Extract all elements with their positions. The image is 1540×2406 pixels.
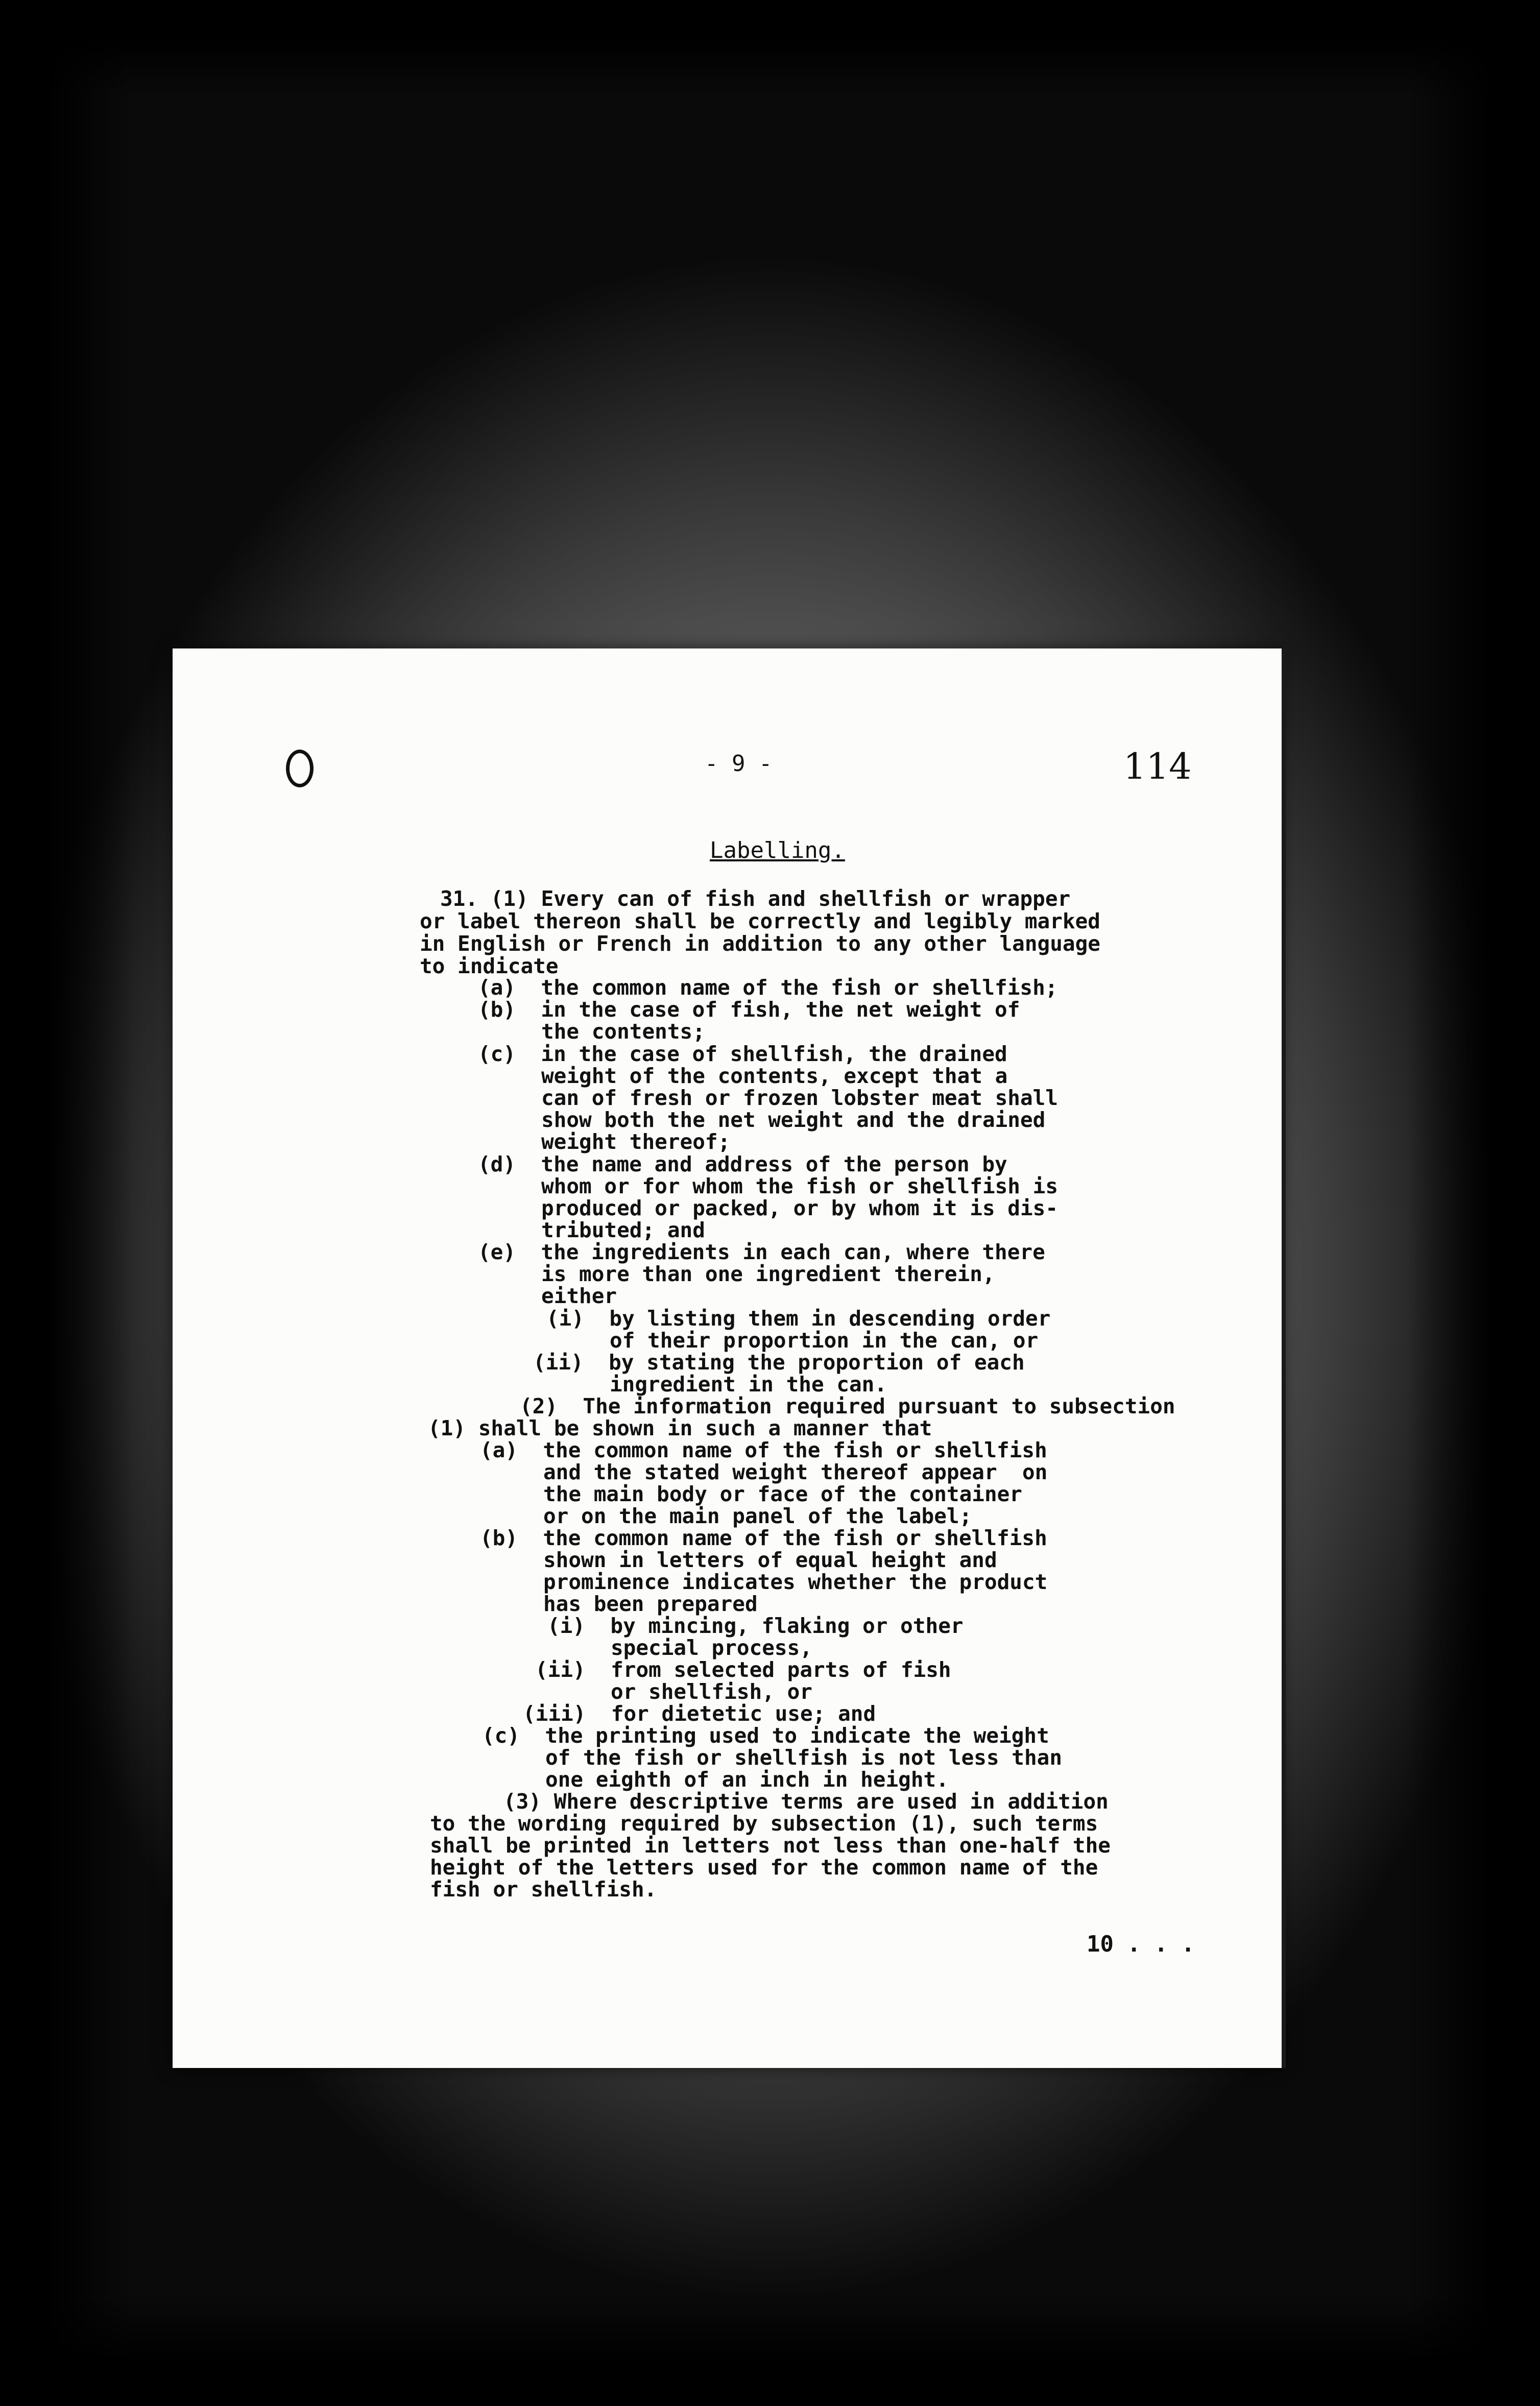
text-line: whom or for whom the fish or shellfish is	[541, 1174, 1058, 1198]
text-line: shown in letters of equal height and	[543, 1548, 997, 1572]
text-line: or on the main panel of the label;	[543, 1504, 972, 1528]
text-line: (c) in the case of shellfish, the drained	[478, 1042, 1007, 1066]
scan-border-left	[0, 0, 133, 2406]
text-line: in English or French in addition to any other language	[420, 931, 1100, 956]
text-line: (2) The information required pursuant to subsection	[520, 1394, 1175, 1418]
text-line: weight thereof;	[541, 1129, 731, 1154]
continuation-marker: 10 . . .	[1087, 1931, 1195, 1957]
text-line: (i) by mincing, flaking or other	[547, 1614, 964, 1638]
text-line: special process,	[611, 1635, 812, 1660]
text-line: can of fresh or frozen lobster meat shall	[541, 1086, 1058, 1110]
text-line: to indicate	[420, 954, 559, 978]
text-line: (a) the common name of the fish or shellfish	[480, 1438, 1047, 1462]
text-line: height of the letters used for the common name of the	[430, 1855, 1098, 1880]
text-line: tributed; and	[541, 1218, 705, 1242]
text-line: ingredient in the can.	[610, 1372, 887, 1397]
text-line: either	[541, 1284, 617, 1308]
page-number: - 9 -	[705, 751, 773, 777]
text-line: of the fish or shellfish is not less than	[545, 1745, 1063, 1770]
text-line: (e) the ingredients in each can, where there	[478, 1240, 1045, 1264]
text-line: show both the net weight and the drained	[541, 1108, 1046, 1132]
text-line: weight of the contents, except that a	[541, 1064, 1008, 1088]
text-line: 31. (1) Every can of fish and shellfish or wrapper	[440, 886, 1071, 911]
text-line: produced or packed, or by whom it is dis-	[541, 1196, 1058, 1220]
text-line: of their proportion in the can, or	[610, 1328, 1039, 1353]
text-line: (a) the common name of the fish or shellfish;	[478, 975, 1058, 1000]
text-line: (iii) for dietetic use; and	[523, 1701, 876, 1726]
text-line: (3) Where descriptive terms are used in addition	[503, 1789, 1109, 1814]
text-line: (c) the printing used to indicate the weight	[482, 1723, 1049, 1748]
text-line: and the stated weight thereof appear on	[543, 1460, 1048, 1484]
text-line: the main body or face of the container	[543, 1482, 1022, 1506]
text-line: (ii) by stating the proportion of each	[533, 1350, 1025, 1375]
text-line: (b) the common name of the fish or shellfish	[480, 1526, 1047, 1550]
scan-border-right	[1407, 0, 1540, 2406]
text-line: is more than one ingredient therein,	[541, 1262, 995, 1286]
text-line: to the wording required by subsection (1), such terms	[430, 1811, 1098, 1836]
scan-border-top	[0, 0, 1540, 97]
text-line: shall be printed in letters not less than one-half the	[430, 1833, 1111, 1858]
folio-number: 114	[1123, 745, 1192, 787]
text-line: prominence indicates whether the product	[543, 1570, 1048, 1594]
text-line: (i) by listing them in descending order	[546, 1306, 1051, 1331]
text-line: or shellfish, or	[611, 1679, 812, 1704]
text-line: (d) the name and address of the person by	[478, 1152, 1007, 1176]
section-heading: Labelling.	[710, 837, 845, 863]
text-line: or label thereon shall be correctly and legibly marked	[420, 909, 1100, 933]
scan-border-bottom	[0, 2294, 1540, 2406]
text-line: fish or shellfish.	[430, 1877, 657, 1902]
text-line: (1) shall be shown in such a manner that	[428, 1416, 932, 1440]
text-line: (ii) from selected parts of fish	[535, 1657, 951, 1682]
text-line: (b) in the case of fish, the net weight of	[478, 997, 1020, 1022]
punch-hole-mark	[286, 750, 314, 787]
text-line: one eighth of an inch in height.	[545, 1767, 949, 1792]
text-line: has been prepared	[543, 1592, 758, 1616]
text-line: the contents;	[541, 1019, 705, 1044]
